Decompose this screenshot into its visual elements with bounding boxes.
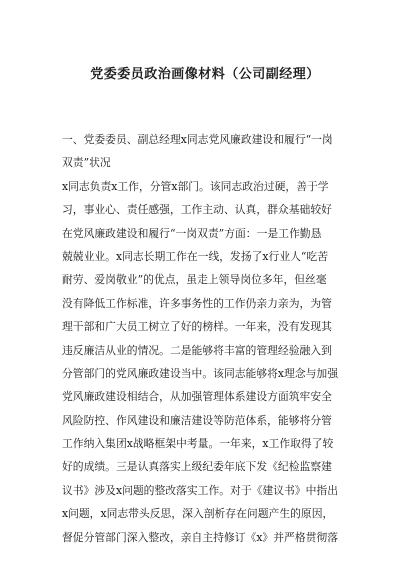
paragraph-line: 理干部和广大员工树立了好的榜样。一年来，没有发现其 (62, 320, 332, 334)
paragraph-line: 议书》涉及x问题的整改落实工作。对于《建议书》中指出 (62, 483, 339, 497)
paragraph-line: 好的成绩。三是认真落实上级纪委年底下发《纪检监察建 (62, 460, 332, 474)
document-body (62, 128, 354, 549)
paragraph-line: 分管部门的党风廉政建设当中。该同志能够将x理念与加强 (62, 366, 339, 380)
paragraph-line: 耐劳、爱岗敬业”的优点，虽走上领导岗位多年，但丝毫 (62, 273, 327, 287)
document-title: 党委委员政治画像材料（公司副经理） (90, 67, 320, 82)
paragraph-line: 一、党委委员、副总经理x同志党风廉政建设和履行“一岗 (62, 133, 333, 146)
paragraph-line: 党风廉政建设相结合，从加强管理体系建设方面筑牢安全 (62, 390, 332, 404)
paragraph-line: 兢兢业业。x同志长期工作在一线，发扬了x行业人“吃苦 (62, 249, 329, 263)
paragraph-line: 双责”状况 (62, 156, 111, 170)
paragraph-line: 在党风廉政建设和履行“一岗双责”方面：一是工作勤恳 (62, 226, 322, 240)
paragraph-line: x同志负责x工作，分管x部门。该同志政治过硬，善于学 (62, 179, 329, 193)
paragraph-line: 工作纳入集团x战略框架中考量。一年来，x工作取得了较 (62, 437, 334, 451)
paragraph-line: 风险防控、作风建设和廉洁建设等防范体系，能够将分管 (62, 413, 332, 427)
paragraph-line: 没有降低工作标准，许多事务性的工作仍亲力亲为，为管 (62, 296, 332, 310)
paragraph-line: 违反廉洁从业的情况。二是能够将丰富的管理经验融入到 (62, 343, 332, 357)
paragraph-line: 督促分管部门深入整改，亲自主持修订《x》并严格贯彻落 (62, 530, 339, 544)
paragraph-line: 习，事业心、责任感强，工作主动、认真，群众基础较好 (62, 203, 332, 217)
paragraph-line: x问题，x同志带头反思，深入剖析存在问题产生的原因， (62, 507, 334, 521)
